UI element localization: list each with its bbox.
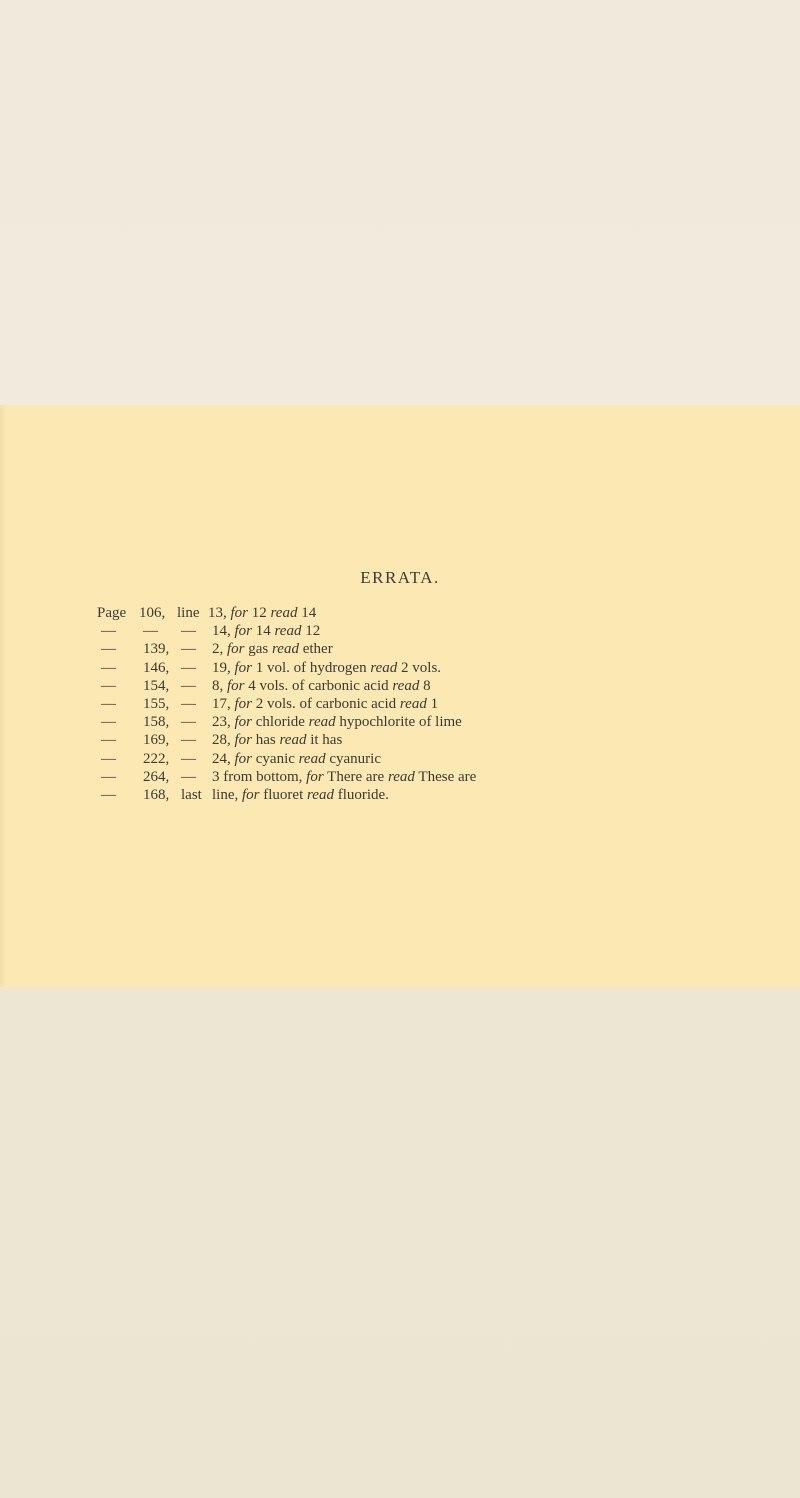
errata-entry <box>97 640 797 658</box>
line-label: line <box>177 605 200 621</box>
page-label: — <box>101 677 116 694</box>
correct-text: fluoride. <box>337 786 389 803</box>
page-number: 155, <box>143 695 170 712</box>
read-label: read <box>399 695 427 712</box>
read-label: read <box>279 732 307 749</box>
wrong-text: has <box>255 732 276 749</box>
page-number: 106, <box>139 605 166 621</box>
line-label: — <box>181 677 196 694</box>
line-number: 14, <box>212 623 231 640</box>
errata-entry <box>97 750 797 768</box>
page-number: 222, <box>143 750 170 767</box>
line-label: — <box>181 732 196 749</box>
page-label: — <box>101 786 116 803</box>
for-label: for <box>234 750 253 767</box>
read-label: read <box>308 714 336 731</box>
line-number: line, <box>212 786 239 803</box>
line-label: — <box>181 641 196 658</box>
errata-entry <box>97 695 797 713</box>
line-label: — <box>181 659 196 676</box>
line-label: — <box>181 768 196 785</box>
line-label: last <box>181 786 202 803</box>
line-number: 2, <box>212 641 224 658</box>
line-number: 24, <box>212 750 231 767</box>
correct-text: 2 vols. <box>401 659 442 676</box>
line-number: 23, <box>212 714 231 731</box>
wrong-text: gas <box>248 641 269 658</box>
wrong-text: 4 vols. of carbonic acid <box>248 677 389 694</box>
errata-entry <box>97 604 797 622</box>
correct-text: 8 <box>423 677 431 694</box>
line-number: 19, <box>212 659 231 676</box>
line-label: — <box>181 623 196 640</box>
page-label: — <box>101 659 116 676</box>
correct-text: 1 <box>430 695 439 712</box>
page-number: 168, <box>143 786 170 803</box>
page-number: 146, <box>143 659 170 676</box>
page-label: — <box>101 768 116 785</box>
wrong-text: 14 <box>255 623 271 640</box>
read-label: read <box>274 623 302 640</box>
page-background-top <box>0 0 800 405</box>
page-label: Page <box>97 605 127 621</box>
errata-entry <box>97 659 797 677</box>
errata-entry <box>97 731 797 749</box>
line-number: 13, <box>208 605 227 621</box>
line-label: — <box>181 750 196 767</box>
read-label: read <box>272 641 299 658</box>
errata-list <box>97 604 797 804</box>
line-number: 17, <box>212 695 231 712</box>
for-label: for <box>234 623 253 640</box>
for-label: for <box>234 714 253 731</box>
read-label: read <box>392 677 420 694</box>
page-number: 154, <box>143 677 170 694</box>
page-label: — <box>101 623 116 640</box>
correct-text: hypochlorite of lime <box>339 714 462 731</box>
for-label: for <box>230 605 249 621</box>
wrong-text: 1 vol. of hydrogen <box>255 659 367 676</box>
for-label: for <box>234 695 253 712</box>
page-number: — <box>143 623 158 640</box>
line-number: 28, <box>212 732 231 749</box>
wrong-text: chloride <box>255 714 305 731</box>
page-label: — <box>101 750 116 767</box>
page-label: — <box>101 695 116 712</box>
line-label: — <box>181 714 196 731</box>
correct-text: These are <box>418 768 477 785</box>
read-label: read <box>307 786 334 803</box>
for-label: for <box>242 786 260 803</box>
line-number: 8, <box>212 677 224 694</box>
for-label: for <box>234 659 253 676</box>
line-label: — <box>181 695 196 712</box>
wrong-text: 12 <box>251 605 267 621</box>
correct-text: 14 <box>301 605 317 621</box>
page-background-bottom <box>0 987 800 1498</box>
for-label: for <box>234 732 253 749</box>
for-label: for <box>227 641 245 658</box>
page-number: 158, <box>143 714 170 731</box>
for-label: for <box>227 677 245 694</box>
slip-edge <box>0 405 6 987</box>
read-label: read <box>298 750 326 767</box>
line-number: 3 from bottom, <box>212 768 303 785</box>
page-label: — <box>101 732 116 749</box>
page-number: 169, <box>143 732 170 749</box>
errata-entry <box>97 786 797 804</box>
read-label: read <box>387 768 415 785</box>
page-label: — <box>101 714 116 731</box>
page-label: — <box>101 641 116 658</box>
page-number: 139, <box>143 641 170 658</box>
errata-entry <box>97 768 797 786</box>
errata-title: ERRATA. <box>360 568 440 587</box>
read-label: read <box>370 659 398 676</box>
correct-text: 12 <box>305 623 321 640</box>
read-label: read <box>270 605 298 621</box>
correct-text: cyanuric <box>329 750 381 767</box>
wrong-text: There are <box>327 768 385 785</box>
errata-entry <box>97 622 797 640</box>
wrong-text: cyanic <box>255 750 295 767</box>
correct-text: ether <box>302 641 333 658</box>
for-label: for <box>306 768 324 785</box>
correct-text: it has <box>310 732 343 749</box>
errata-entry <box>97 677 797 695</box>
wrong-text: fluoret <box>263 786 304 803</box>
page-number: 264, <box>143 768 170 785</box>
errata-entry <box>97 713 797 731</box>
wrong-text: 2 vols. of carbonic acid <box>255 695 397 712</box>
